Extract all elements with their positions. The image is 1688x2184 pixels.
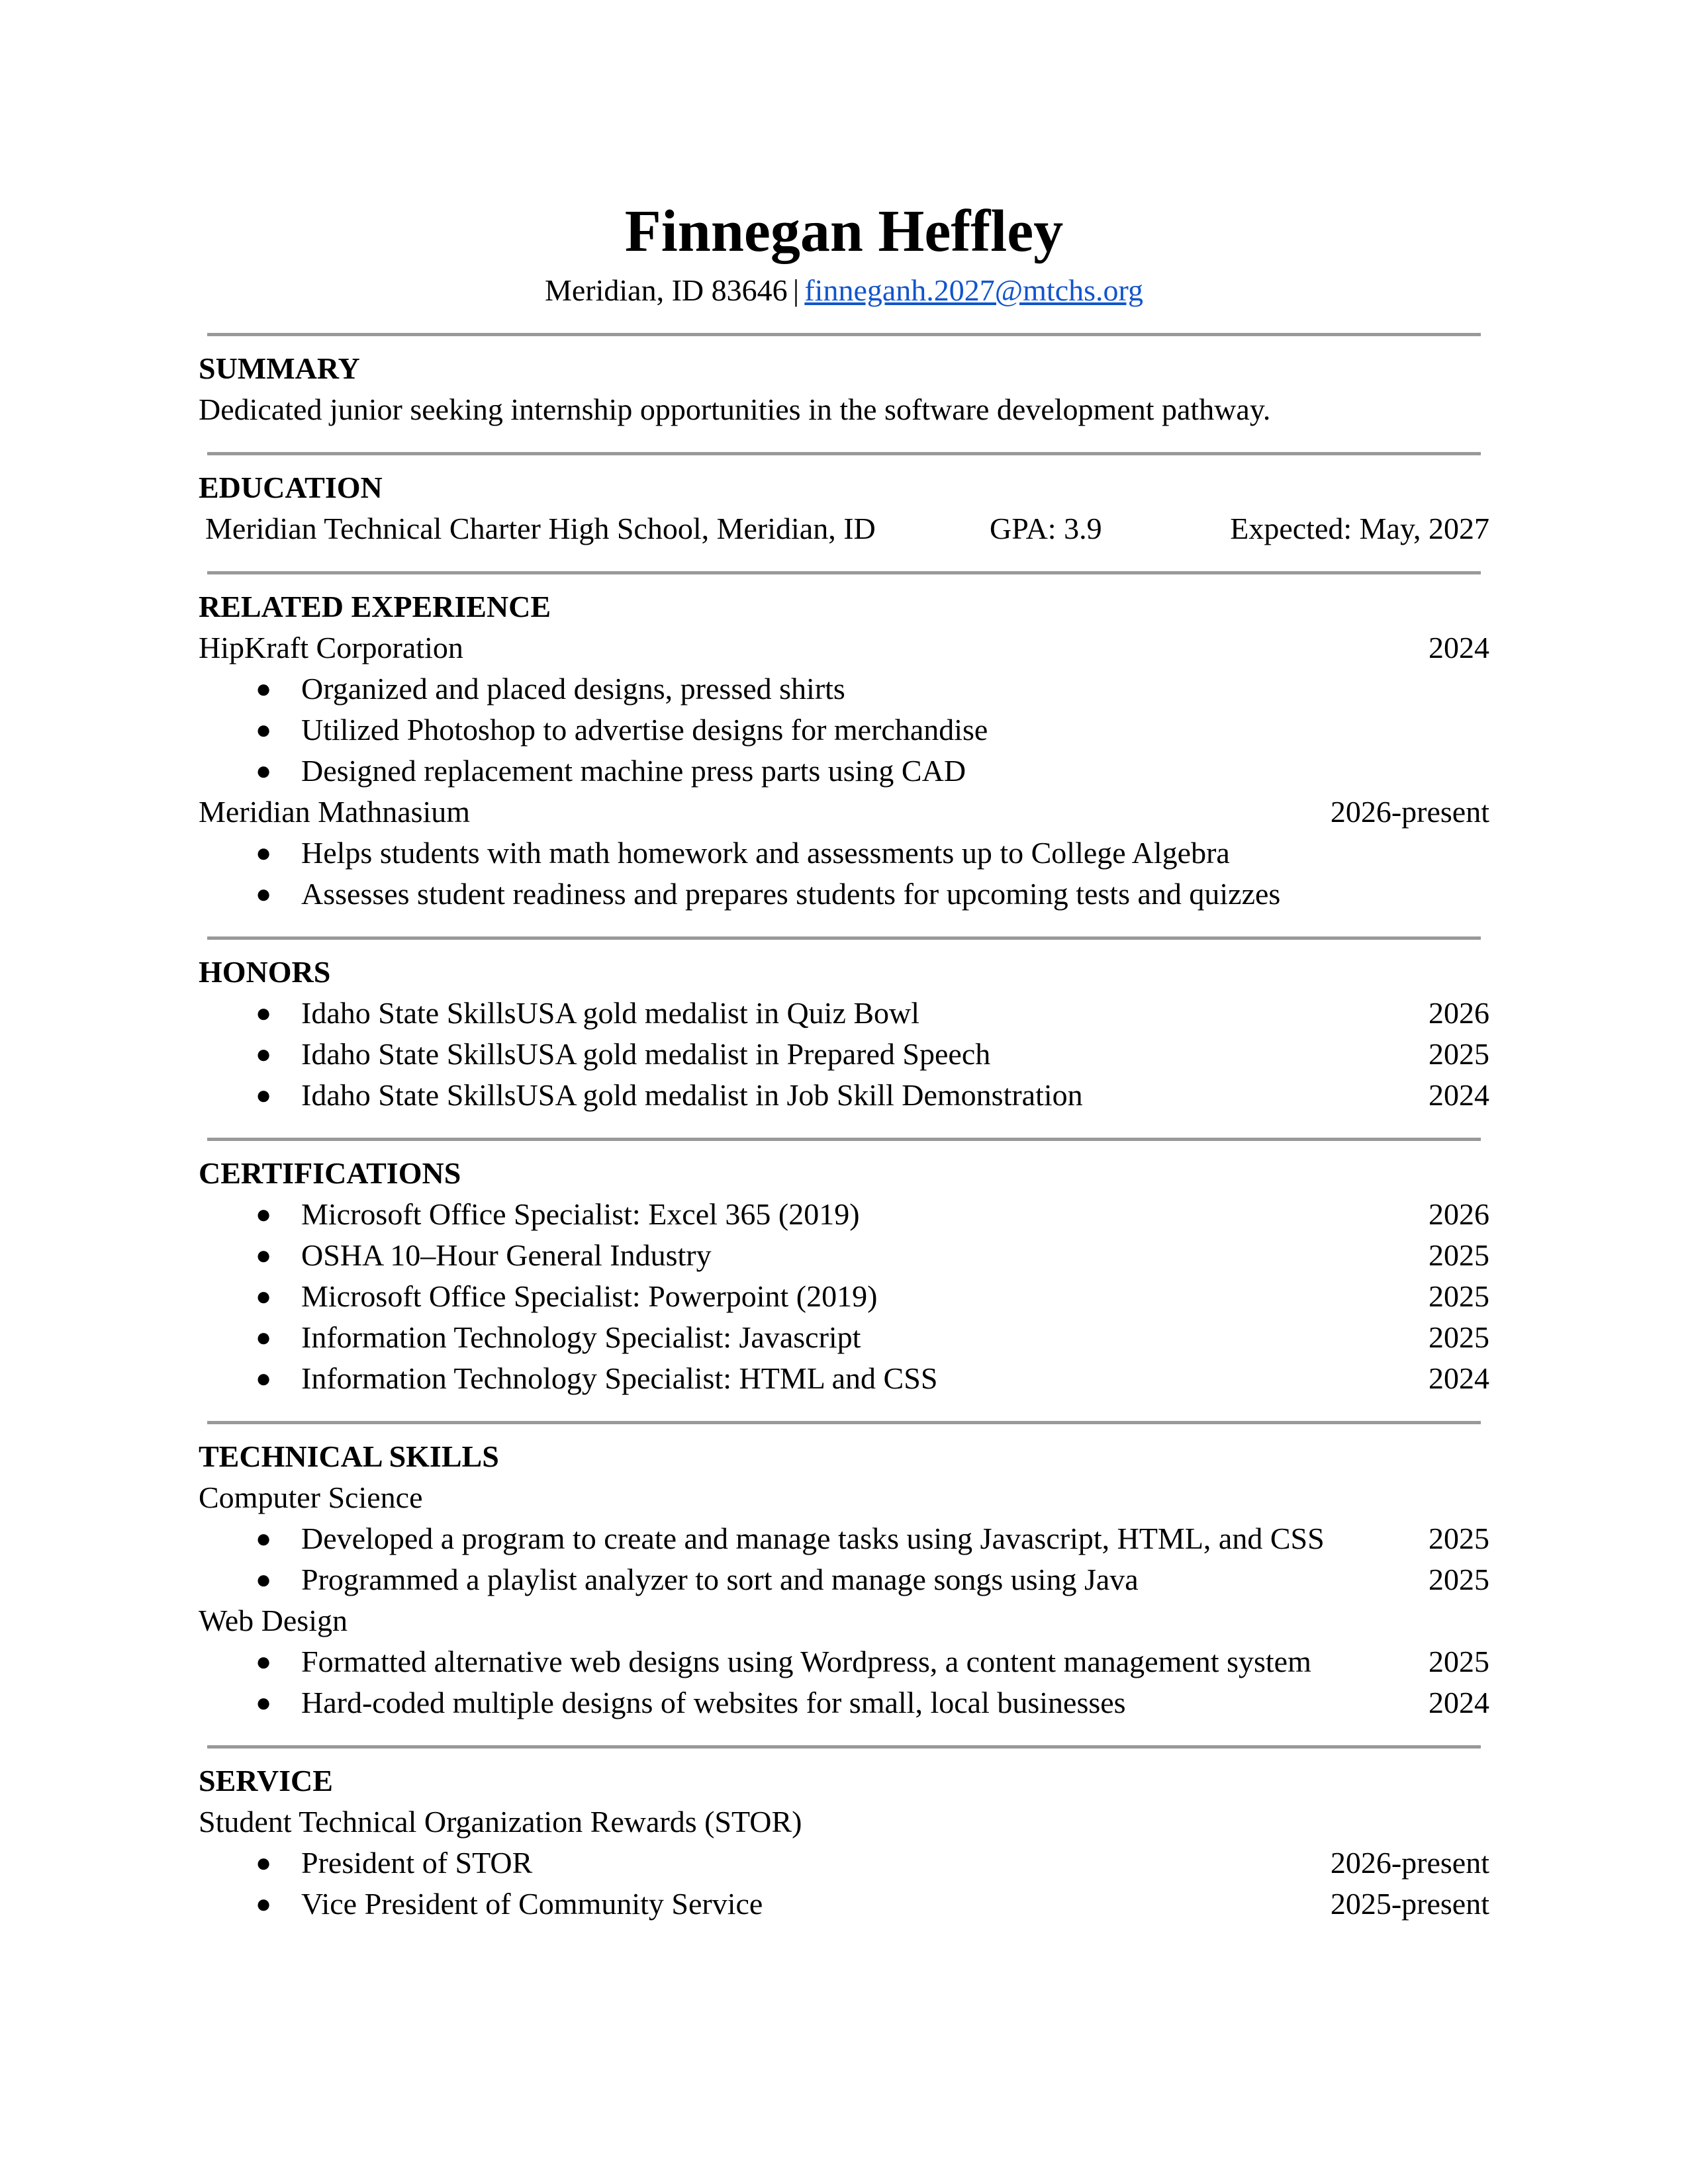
bullet-icon: ● — [256, 1039, 272, 1069]
list-item — [199, 1317, 1489, 1358]
list-item — [199, 993, 1489, 1034]
bullet-icon: ● — [256, 1688, 272, 1717]
list-item — [199, 751, 1489, 792]
bullet-icon: ● — [256, 838, 272, 868]
item-date: 2025 — [1429, 1037, 1489, 1071]
list-item — [199, 709, 1489, 751]
item-date: 2024 — [1429, 1686, 1489, 1719]
certifications-heading: CERTIFICATIONS — [199, 1156, 461, 1190]
list-item — [199, 1276, 1489, 1317]
section-divider — [207, 1421, 1481, 1424]
bullet-icon: ● — [256, 1848, 272, 1878]
bullet-icon: ● — [256, 1565, 272, 1594]
bullet-icon: ● — [256, 1199, 272, 1229]
skill-group-name: Web Design — [199, 1604, 348, 1637]
list-item-text: Vice President of Community Service — [301, 1887, 763, 1921]
bullet-icon: ● — [256, 1322, 272, 1352]
list-item-text: Idaho State SkillsUSA gold medalist in Job Skill Demonstration — [301, 1078, 1083, 1112]
list-item — [199, 1559, 1489, 1600]
list-item-text: Helps students with math homework and assessments up to College Algebra — [301, 836, 1230, 870]
bullet-icon: ● — [256, 1889, 272, 1919]
bullet-icon: ● — [256, 756, 272, 786]
bullet-icon: ● — [256, 674, 272, 704]
experience-org-row — [199, 627, 1489, 668]
list-item-text: Assesses student readiness and prepares students for upcoming tests and quizzes — [301, 877, 1281, 911]
summary-heading: SUMMARY — [199, 351, 360, 385]
bullet-icon: ● — [256, 1363, 272, 1393]
page-title: Finnegan Heffley — [624, 199, 1064, 264]
list-item-text: Information Technology Specialist: HTML and CSS — [301, 1361, 938, 1395]
item-date: 2024 — [1429, 1078, 1489, 1112]
list-item-text: Idaho State SkillsUSA gold medalist in Quiz Bowl — [301, 996, 920, 1030]
list-item — [199, 1358, 1489, 1399]
education-row — [199, 508, 1489, 549]
school-name: Meridian Technical Charter High School, Meridian, ID — [205, 512, 876, 545]
list-item — [199, 668, 1489, 709]
bullet-icon: ● — [256, 1240, 272, 1270]
list-item-text: Developed a program to create and manage tasks using Javascript, HTML, and CSS — [301, 1522, 1325, 1555]
service-section — [199, 1760, 1489, 1925]
list-item-text: OSHA 10–Hour General Industry — [301, 1238, 712, 1272]
item-date: 2025 — [1429, 1320, 1489, 1354]
list-item-text: Programmed a playlist analyzer to sort and manage songs using Java — [301, 1563, 1139, 1596]
list-item-text: Microsoft Office Specialist: Powerpoint (2019) — [301, 1279, 878, 1313]
list-item-text: President of STOR — [301, 1846, 533, 1880]
list-item-text: Organized and placed designs, pressed shirts — [301, 672, 845, 705]
service-org: Student Technical Organization Rewards (STOR) — [199, 1805, 802, 1839]
list-item-text: Idaho State SkillsUSA gold medalist in Prepared Speech — [301, 1037, 991, 1071]
item-date: 2026 — [1429, 1197, 1489, 1231]
item-date: 2025 — [1429, 1279, 1489, 1313]
org-name: HipKraft Corporation — [199, 631, 463, 664]
service-heading: SERVICE — [199, 1764, 333, 1797]
bullet-icon: ● — [256, 879, 272, 909]
contact-separator: | — [792, 273, 800, 307]
org-date: 2024 — [1429, 631, 1489, 664]
list-item-text: Designed replacement machine press parts using CAD — [301, 754, 966, 788]
list-item — [199, 1235, 1489, 1276]
education-section — [199, 467, 1489, 549]
item-date: 2025-present — [1330, 1887, 1489, 1921]
bullet-icon: ● — [256, 715, 272, 745]
experience-section — [199, 586, 1489, 915]
list-item-text: Utilized Photoshop to advertise designs for merchandise — [301, 713, 988, 747]
list-item-text: Information Technology Specialist: Javascript — [301, 1320, 861, 1354]
summary-section — [199, 348, 1489, 430]
item-date: 2025 — [1429, 1238, 1489, 1272]
list-item — [199, 1034, 1489, 1075]
bullet-icon: ● — [256, 1080, 272, 1110]
contact-line — [199, 270, 1489, 311]
experience-org-row — [199, 792, 1489, 833]
section-divider — [207, 1138, 1481, 1141]
item-date: 2025 — [1429, 1563, 1489, 1596]
summary-text: Dedicated junior seeking internship opportunities in the software development pathway. — [199, 392, 1271, 426]
bullet-icon: ● — [256, 1281, 272, 1311]
item-date: 2026-present — [1330, 1846, 1489, 1880]
org-name: Meridian Mathnasium — [199, 795, 471, 829]
honors-section — [199, 952, 1489, 1116]
section-divider — [207, 452, 1481, 455]
list-item — [199, 1843, 1489, 1884]
list-item — [199, 1075, 1489, 1116]
list-item-text: Formatted alternative web designs using Wordpress, a content management system — [301, 1645, 1311, 1678]
section-divider — [207, 333, 1481, 336]
honors-heading: HONORS — [199, 955, 331, 989]
section-divider — [207, 571, 1481, 574]
section-divider — [207, 936, 1481, 940]
list-item-text: Microsoft Office Specialist: Excel 365 (2019) — [301, 1197, 860, 1231]
item-date: 2026 — [1429, 996, 1489, 1030]
list-item — [199, 833, 1489, 874]
item-date: 2025 — [1429, 1645, 1489, 1678]
expected-graduation: Expected: May, 2027 — [1230, 512, 1489, 545]
technical-skills-section — [199, 1436, 1489, 1723]
list-item — [199, 1194, 1489, 1235]
list-item — [199, 1682, 1489, 1723]
item-date: 2024 — [1429, 1361, 1489, 1395]
bullet-icon: ● — [256, 1647, 272, 1676]
bullet-icon: ● — [256, 998, 272, 1028]
experience-heading: RELATED EXPERIENCE — [199, 590, 551, 623]
section-divider — [207, 1745, 1481, 1749]
email-link[interactable]: finneganh.2027@mtchs.org — [804, 273, 1144, 307]
item-date: 2025 — [1429, 1522, 1489, 1555]
certifications-section — [199, 1153, 1489, 1399]
list-item-text: Hard-coded multiple designs of websites for small, local businesses — [301, 1686, 1126, 1719]
list-item — [199, 1641, 1489, 1682]
education-heading: EDUCATION — [199, 471, 383, 504]
list-item — [199, 1884, 1489, 1925]
gpa-value: GPA: 3.9 — [990, 512, 1102, 545]
bullet-icon: ● — [256, 1524, 272, 1553]
list-item — [199, 874, 1489, 915]
list-item — [199, 1518, 1489, 1559]
org-date: 2026-present — [1330, 795, 1489, 829]
contact-location: Meridian, ID 83646 — [544, 273, 788, 307]
technical-skills-heading: TECHNICAL SKILLS — [199, 1439, 499, 1473]
skill-group-name: Computer Science — [199, 1480, 423, 1514]
